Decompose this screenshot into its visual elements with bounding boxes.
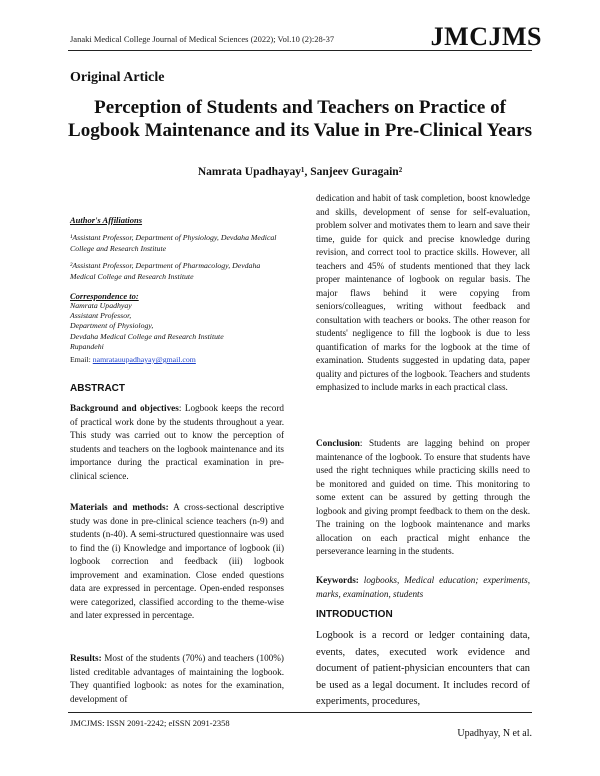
abstract-background (70, 402, 284, 483)
correspondence-email (70, 353, 284, 367)
correspondence-location: Rupandehi (70, 341, 104, 351)
results-text: Most of the students (70%) and teachers (100%) listed creditable advantages of maintaining the logbook. They quantified logbook: as notes for the examination, development of (70, 653, 284, 704)
background-text: : Logbook keeps the record of practical work done by the students throughout a year. This study was carried out to know the perception of students and teachers on the logbook maintenance and its importance during the practical examination in pre-clinical science. (70, 403, 284, 481)
article-title: Perception of Students and Teachers on Practice of Logbook Maintenance and its Value in Pre-Clinical Years (68, 97, 532, 141)
introduction-heading: INTRODUCTION (316, 609, 393, 620)
keywords-label: Keywords: (316, 575, 359, 585)
keywords-text: logbooks, Medical education; experiments, marks, examination, students (316, 575, 530, 599)
affiliation-2: ²Assistant Professor, Department of Pharmacology, Devdaha Medical College and Research Institute (70, 261, 261, 281)
correspondence-position: Assistant Professor, (70, 311, 132, 321)
abstract-keywords (316, 574, 530, 601)
correspondence-name: Namrata Upadhyay (70, 301, 132, 310)
conclusion-text: : Students are lagging behind on proper maintenance of the logbook. To ensure that students have used the right techniques while practicing skills need to be monitored and guided on time. This monitoring to some extent can be assured by getting through the logbook and giving prompt feedback to them on the desk. The training on the logbook maintenance and marks allocation on each practical might enhance the perseverance learning in the students. (316, 438, 530, 556)
article-type: Original Article (70, 70, 165, 85)
correspondence-institute: Devdaha Medical College and Research Institute (70, 331, 224, 341)
correspondence-department: Department of Physiology, (70, 321, 154, 331)
abstract-results (70, 652, 284, 706)
journal-logo: JMCJMS (430, 22, 542, 51)
results-label: Results: (70, 653, 102, 663)
methods-text: A cross-sectional descriptive study was done in pre-clinical science teachers (n-9) and students (n-40). A semi-structured questionnaire was used to find the (i) Knowledge and importance of logbook (ii) logbook correction and feedback (iii) logbook improvement and examination. Close ended questions data are expressed in percentage. Open-ended responses were categorized, classified according to the theme-wise and later expressed in percentage. (70, 502, 284, 620)
affiliations-heading: Author's Affiliations (70, 215, 143, 225)
footer-rule (68, 712, 532, 713)
conclusion-label: Conclusion (316, 438, 360, 448)
affiliation-1: ¹Assistant Professor, Department of Physiology, Devdaha Medical College and Research Institute (70, 233, 277, 253)
abstract-conclusion (316, 437, 530, 559)
methods-label: Materials and methods: (70, 502, 169, 512)
abstract-heading: ABSTRACT (70, 383, 125, 394)
email-label: Email: (70, 355, 93, 364)
introduction-text: Logbook is a record or ledger containing data, events, dates, executed work evidence and document of patient-physician encounters that can be used as a legal document. It includes record of experiments, procedures, (316, 630, 530, 708)
footer-author-tag: Upadhyay, N et al. (457, 728, 532, 739)
correspondence-block (70, 301, 284, 352)
background-label: Background and objectives (70, 403, 179, 413)
author-list: Namrata Upadhayay¹, Sanjeev Guragain² (197, 166, 403, 178)
email-link[interactable]: namratauupadhayay@gmail.com (92, 355, 196, 364)
correspondence-heading: Correspondence to: (70, 291, 139, 301)
header-rule (68, 50, 532, 51)
abstract-methods (70, 501, 284, 623)
abstract-results-continued: dedication and habit of task completion, boost knowledge and skills, development of sense for self-evaluation, problem solver and motivates them to learn and save their time, guide for quick and precise knowledge during revision, and correct tool to practice skills. However, all teachers and 45% of students mentioned that they lack proper maintenance of logbook on regular basis. The major flaws behind it were copying from seniors/colleagues, writing without feedback and consultation with teachers or books. The other reason for students' negligence to fill the logbook is due to less quantification of marks for the logbook at the time of examination. Students suggested in updating data, paper quality and pictures of the logbook. Teachers and students emphasized to include marks in each practical class. (316, 193, 530, 392)
journal-citation: Janaki Medical College Journal of Medical Sciences (2022); Vol.10 (2):28-37 (70, 34, 335, 44)
footer-issn: JMCJMS: ISSN 2091-2242; eISSN 2091-2358 (70, 718, 230, 728)
